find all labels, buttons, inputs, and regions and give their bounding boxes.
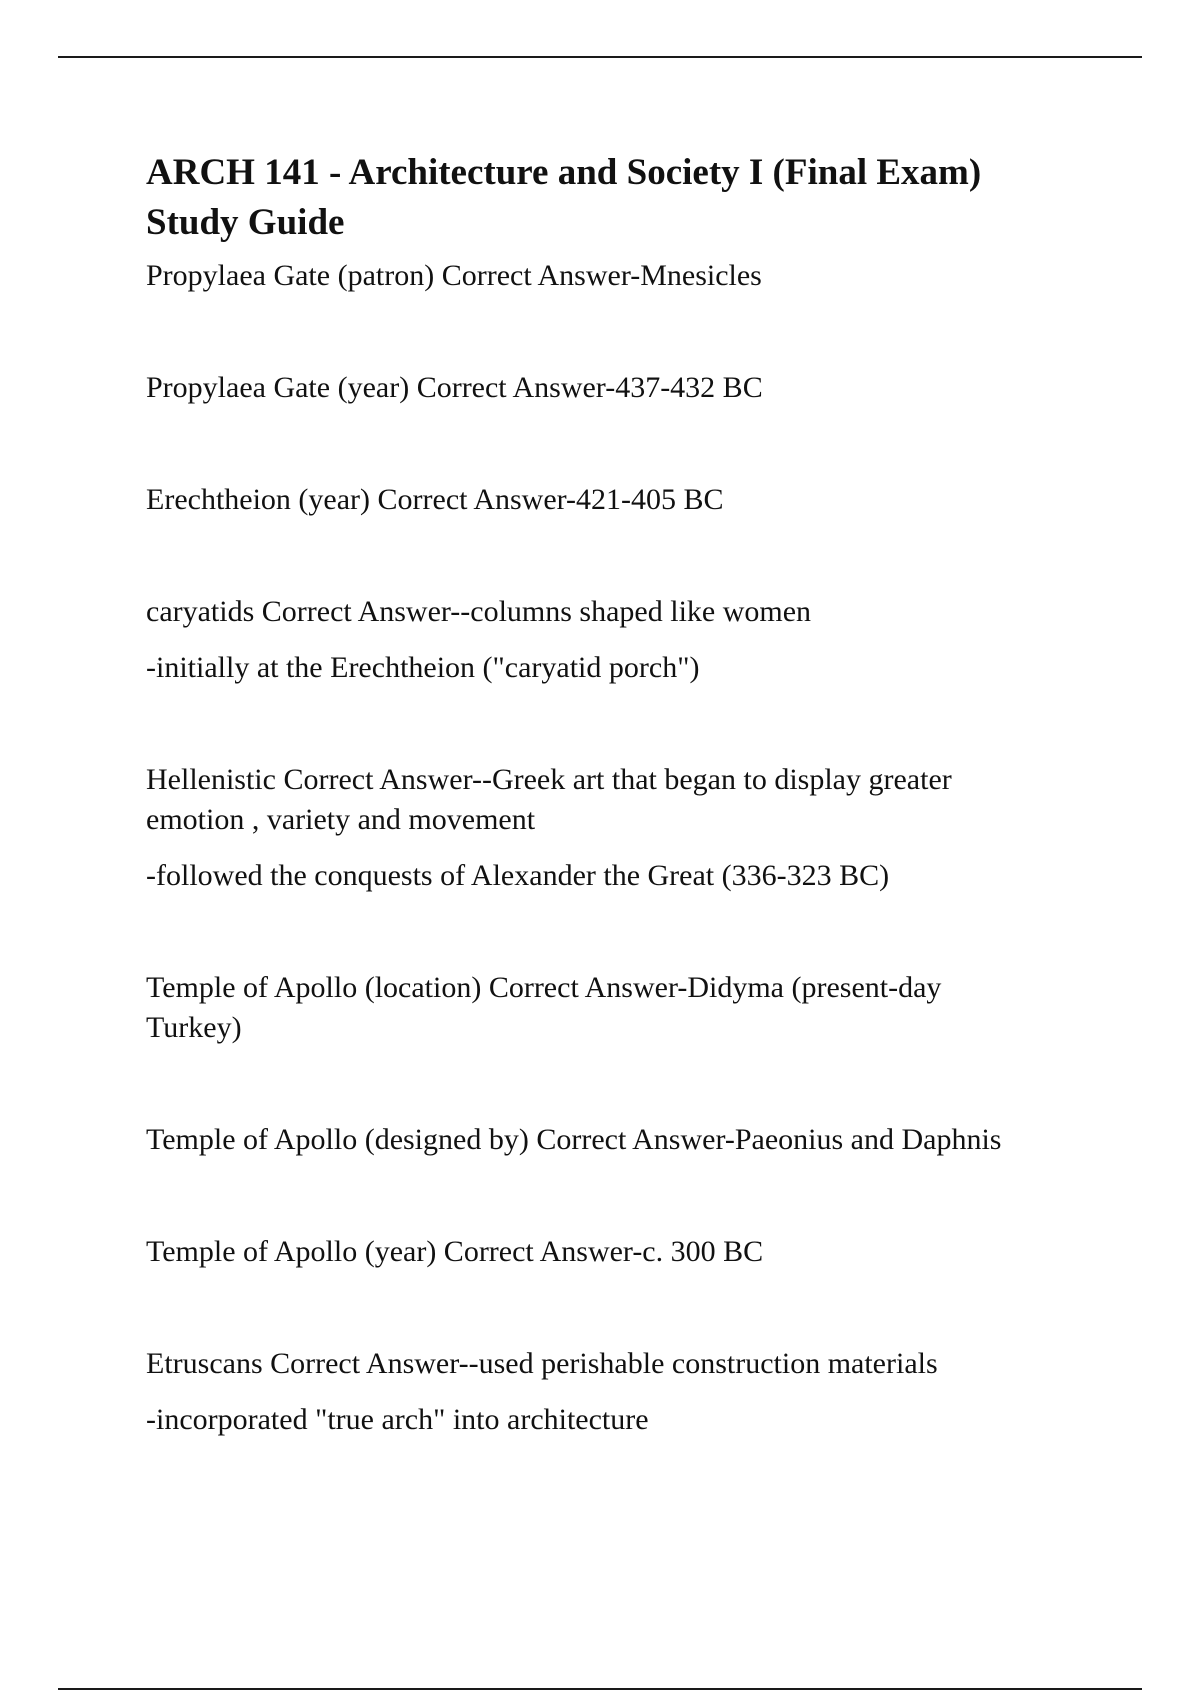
qa-line: Erechtheion (year) Correct Answer-421-405 BC (146, 483, 724, 516)
qa-line: Propylaea Gate (year) Correct Answer-437-432 BC (146, 371, 763, 404)
qa-line: Propylaea Gate (patron) Correct Answer-Mnesicles (146, 259, 762, 292)
header-rule (58, 56, 1142, 58)
qa-entry (146, 1232, 1106, 1272)
qa-line: Hellenistic Correct Answer--Greek art that began to display greater emotion , variety and movement (146, 763, 952, 836)
qa-entry (146, 760, 1106, 896)
qa-line: Etruscans Correct Answer--used perishable construction materials (146, 1347, 938, 1380)
qa-line: -followed the conquests of Alexander the Great (336-323 BC) (146, 859, 890, 892)
document-body (146, 148, 1106, 1440)
document-title: ARCH 141 - Architecture and Society I (Final Exam) Study Guide (146, 152, 982, 243)
qa-entry (146, 968, 1106, 1048)
qa-entry (146, 1120, 1106, 1160)
qa-entry (146, 480, 1106, 520)
qa-line: Temple of Apollo (year) Correct Answer-c. 300 BC (146, 1235, 764, 1268)
qa-line: -initially at the Erechtheion ("caryatid porch") (146, 651, 700, 684)
qa-line: caryatids Correct Answer--columns shaped like women (146, 595, 812, 628)
qa-line: Temple of Apollo (designed by) Correct Answer-Paeonius and Daphnis (146, 1123, 1002, 1156)
qa-entry (146, 368, 1106, 408)
qa-entry (146, 592, 1106, 688)
qa-line: Temple of Apollo (location) Correct Answer-Didyma (present-day Turkey) (146, 971, 942, 1044)
qa-entry (146, 256, 1106, 296)
footer-rule (58, 1688, 1142, 1690)
qa-entry (146, 1344, 1106, 1440)
qa-line: -incorporated "true arch" into architecture (146, 1403, 649, 1436)
